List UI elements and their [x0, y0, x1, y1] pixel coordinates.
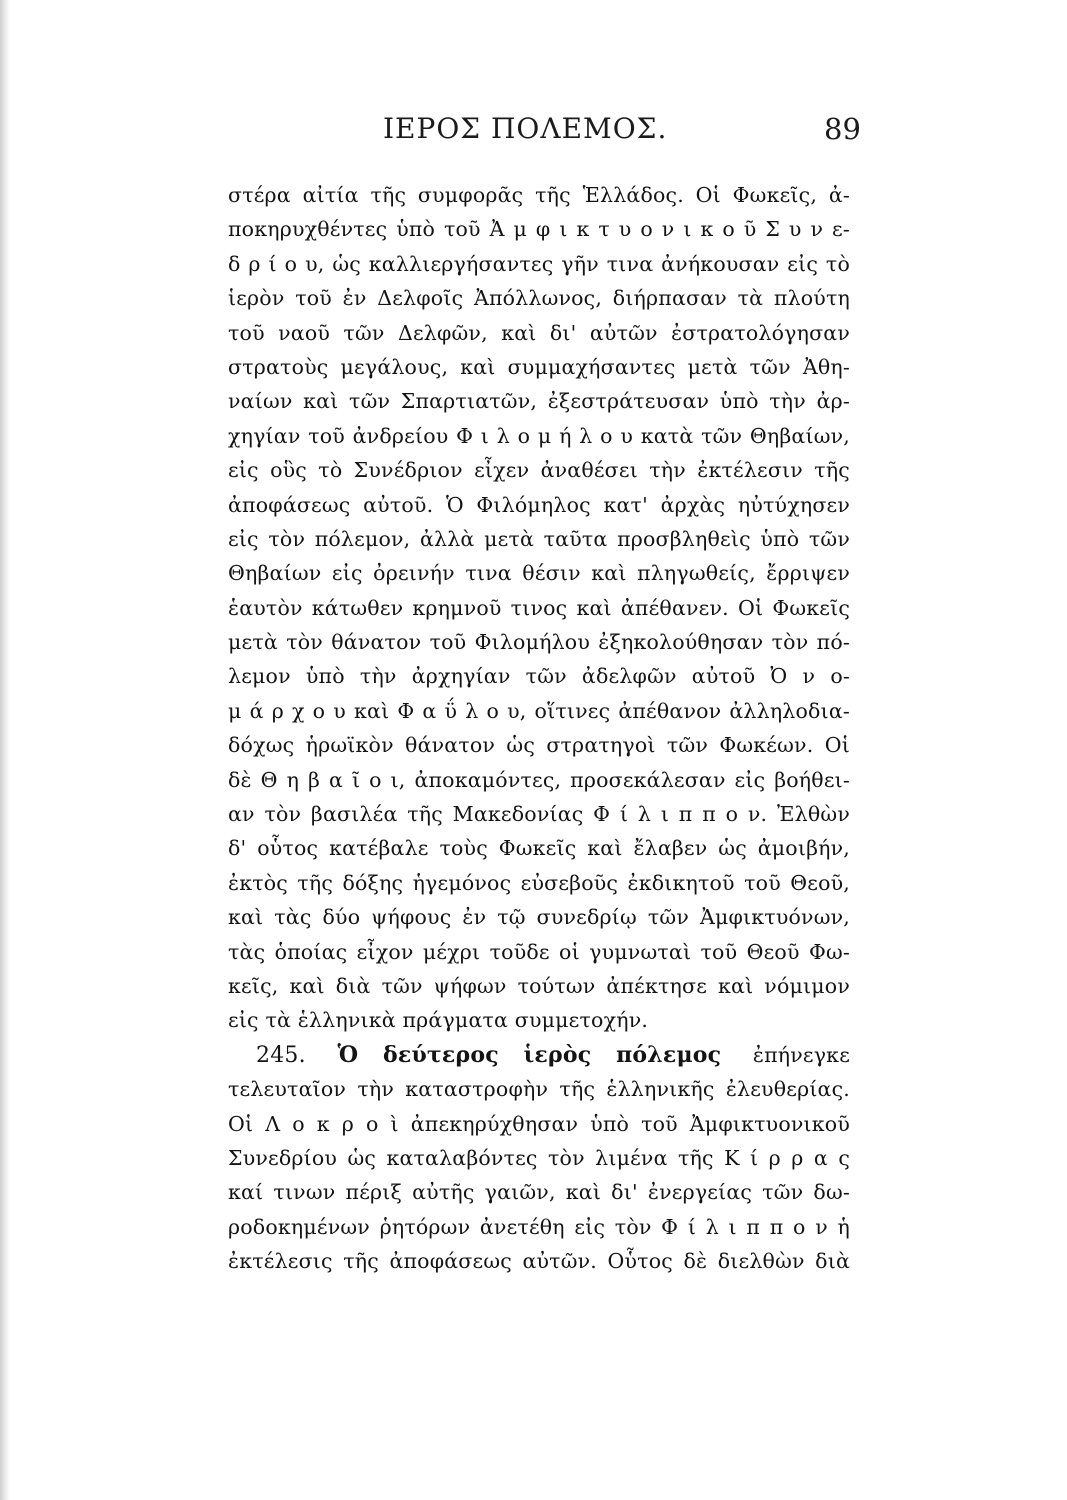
text-line: εἰς οὓς τὸ Συνέδριον εἶχεν ἀναθέσει τὴν ἐκτέλεσιν τῆς — [228, 458, 850, 483]
text-line: ἐκτέλεσις τῆς ἀποφάσεως αὐτῶν. Οὗτος δὲ διελθὼν διὰ — [228, 1249, 850, 1274]
running-title: ΙΕΡΟΣ ΠΟΛΕΜΟΣ. — [383, 112, 668, 145]
text-line: καὶ τὰς δύο ψήφους ἐν τῷ συνεδρίῳ τῶν Ἀμφικτυόνων, — [228, 905, 850, 930]
text-line: κεῖς, καὶ διὰ τῶν ψήφων τούτων ἀπέκτησε καὶ νόμιμον — [228, 973, 850, 998]
text-line: Οἱ Λ ο κ ρ ο ὶ ἀπεκηρύχθησαν ὑπὸ τοῦ Ἀμφικτυονικοῦ — [228, 1111, 850, 1136]
text-line: καί τινων πέριξ αὐτῆς γαιῶν, καὶ δι' ἐνεργείας τῶν δω- — [228, 1180, 850, 1205]
text-line: στέρα αἰτία τῆς συμφορᾶς τῆς Ἑλλάδος. Οἱ Φωκεῖς, ἀ- — [228, 183, 850, 207]
text-line: Συνεδρίου ὡς καταλαβόντες τὸν λιμένα τῆς Κ ί ρ ρ α ς — [228, 1145, 850, 1170]
text-line: στρατοὺς μεγάλους, καὶ συμμαχήσαντες μετὰ τῶν Ἀθη- — [228, 354, 850, 379]
text-line: ἐκτὸς τῆς δόξης ἡγεμόνος εὐσεβοῦς ἐκδικητοῦ τοῦ Θεοῦ, — [228, 870, 850, 895]
body-text — [228, 178, 850, 1279]
section-number: 245. — [256, 1042, 306, 1068]
text-line: εἰς τὸν πόλεμον, ἀλλὰ μετὰ ταῦτα προσβληθεὶς ὑπὸ τῶν — [228, 526, 850, 551]
text-line: τελευταῖον τὴν καταστροφὴν τῆς ἑλληνικῆς ἐλευθερίας. — [228, 1077, 850, 1102]
text-line: αν τὸν βασιλέα τῆς Μακεδονίας Φ ί λ ι π π ο ν. Ἐλθὼν — [228, 802, 850, 827]
text-line: δ ρ ί ο υ, ὡς καλλιεργήσαντες γῆν τινα ἀνήκουσαν εἰς τὸ — [228, 251, 850, 276]
text-line: χηγίαν τοῦ ἀνδρείου Φ ι λ ο μ ή λ ο υ κατὰ τῶν Θηβαίων, — [228, 423, 850, 448]
text-line: ναίων καὶ τῶν Σπαρτιατῶν, ἐξεστράτευσαν ὑπὸ τὴν ἀρ- — [228, 389, 850, 414]
text-line: ἀποφάσεως αὐτοῦ. Ὁ Φιλόμηλος κατ' ἀρχὰς ηὐτύχησεν — [228, 492, 850, 517]
text-line: ροδοκημένων ῥητόρων ἀνετέθη εἰς τὸν Φ ί λ ι π π ο ν ἡ — [228, 1214, 850, 1239]
text-line: λεμον ὑπὸ τὴν ἀρχηγίαν τῶν ἀδελφῶν αὐτοῦ Ὀ ν ο- — [228, 664, 850, 689]
text-line-paragraph-end: εἰς τὰ ἑλληνικὰ πράγματα συμμετοχήν. — [228, 1008, 649, 1033]
text-line: ποκηρυχθέντες ὑπὸ τοῦ Ἀ μ φ ι κ τ υ ο ν ι κ ο ῦ Σ υ ν ε- — [228, 217, 850, 242]
text-line: ἑαυτὸν κάτωθεν κρημνοῦ τινος καὶ ἀπέθανεν. Οἱ Φωκεῖς — [228, 595, 850, 620]
text-line: τοῦ ναοῦ τῶν Δελφῶν, καὶ δι' αὐτῶν ἐστρατολόγησαν — [228, 320, 850, 345]
section-first-line-rest: ἐπήνεγκε — [752, 1042, 850, 1067]
page-binding-shadow — [0, 0, 10, 1500]
text-line: μ ά ρ χ ο υ καὶ Φ α ΰ λ ο υ, οἵτινες ἀπέθανον ἀλληλοδια- — [228, 698, 850, 723]
text-line: ἱερὸν τοῦ ἐν Δελφοῖς Ἀπόλλωνος, διήρπασαν τὰ πλούτη — [228, 286, 850, 311]
text-line: Θηβαίων εἰς ὀρεινήν τινα θέσιν καὶ πληγωθείς, ἔρριψεν — [228, 561, 850, 586]
text-line: τὰς ὁποίας εἶχον μέχρι τοῦδε οἱ γυμνωταὶ τοῦ Θεοῦ Φω- — [228, 939, 850, 964]
section-first-line — [228, 1038, 850, 1072]
page-number: 89 — [824, 112, 861, 146]
running-head — [0, 112, 1067, 152]
text-line: δόχως ἡρωϊκὸν θάνατον ὡς στρατηγοὶ τῶν Φωκέων. Οἱ — [228, 733, 850, 758]
section-heading: Ὁ δεύτερος ἱερὸς πόλεμος — [337, 1041, 722, 1068]
text-line: δὲ Θ η β α ῖ ο ι, ἀποκαμόντες, προσεκάλεσαν εἰς βοήθει- — [228, 767, 850, 792]
text-line: δ' οὗτος κατέβαλε τοὺς Φωκεῖς καὶ ἔλαβεν ὡς ἀμοιβήν, — [228, 836, 850, 861]
text-line: μετὰ τὸν θάνατον τοῦ Φιλομήλου ἐξηκολούθησαν τὸν πό- — [228, 630, 850, 655]
